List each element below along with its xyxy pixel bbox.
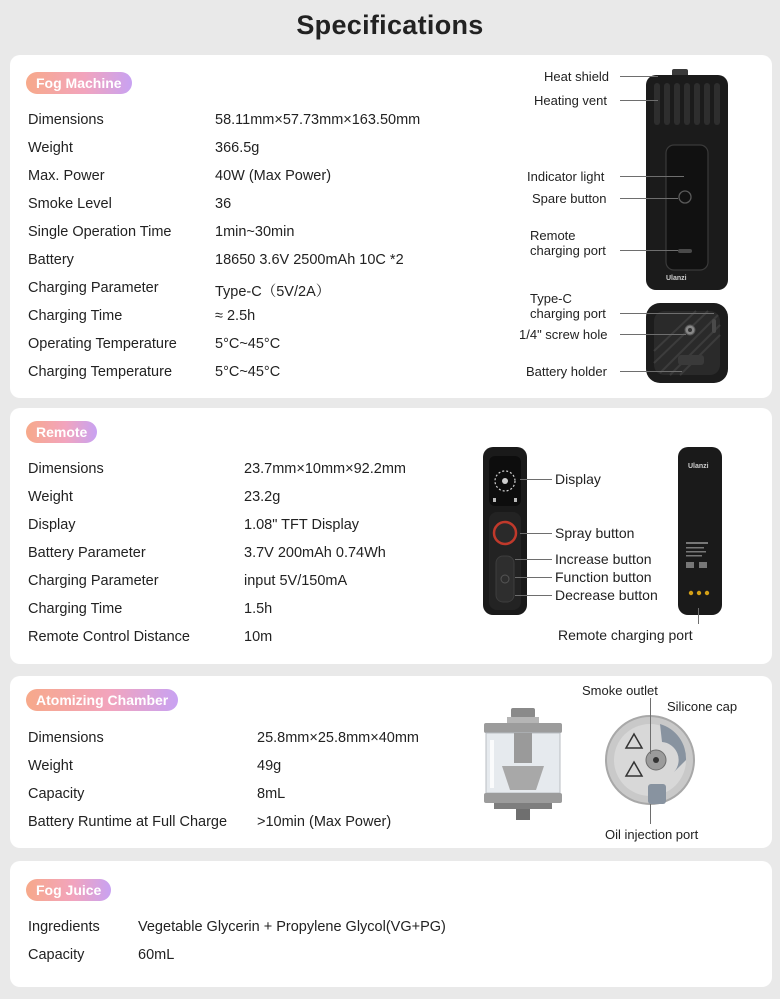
spec-label: Dimensions [28,112,104,128]
callout-decrease-button: Decrease button [555,587,658,603]
spec-label: Capacity [28,947,85,963]
spec-row [28,364,281,380]
spec-value: 18650 3.6V 2500mAh 10C *2 [215,252,404,268]
callout-battery-holder: Battery holder [526,364,607,379]
spec-row [28,489,281,505]
spec-label: Charging Parameter [28,280,159,296]
spec-value: 36 [215,196,232,212]
leader-line [620,100,658,101]
remote-back-image [677,446,723,618]
spec-value: 8mL [257,786,286,802]
spec-value: Type-C（5V/2A） [215,284,331,300]
spec-row [28,517,360,533]
remote-card [10,408,772,664]
leader-line [620,250,678,251]
spec-label: Weight [28,758,73,774]
leader-line [620,176,684,177]
callout-heating-vent: Heating vent [534,93,607,108]
spec-row [28,224,295,240]
atomizer-side-image [480,706,566,822]
spec-value: 1min~30min [215,224,295,240]
leader-line [620,371,682,372]
spec-label: Max. Power [28,168,105,184]
fog-machine-card [10,55,772,398]
leader-line [515,577,552,578]
spec-label: Operating Temperature [28,336,177,352]
spec-label: Weight [28,140,73,156]
spec-value: ≈ 2.5h [215,308,256,324]
spec-value: 25.8mm×25.8mm×40mm [257,730,419,746]
fog-juice-card [10,861,772,987]
leader-line [620,334,686,335]
callout-spray-button: Spray button [555,525,635,541]
spec-row [28,168,332,184]
spec-label: Dimensions [28,730,104,746]
callout-heat-shield: Heat shield [544,69,610,84]
spec-row [28,461,406,477]
leader-line [650,698,651,754]
spec-label: Remote Control Distance [28,629,190,645]
fog-machine-logo: Ulanzi [666,275,687,282]
callout-function-button: Function button [555,569,652,585]
spec-value: 5°C~45°C [215,336,281,352]
callout-oil-injection-port: Oil injection port [605,827,699,842]
callout-increase-button: Increase button [555,551,652,567]
spec-value: >10min (Max Power) [257,814,392,830]
spec-value: 23.7mm×10mm×92.2mm [244,461,406,477]
atomizing-chamber-card [10,676,772,848]
fog-juice-badge: Fog Juice [26,879,111,901]
spec-row [28,758,282,774]
spec-value: 1.08" TFT Display [244,517,360,533]
spec-value: 58.11mm×57.73mm×163.50mm [215,112,421,128]
spec-value: 60mL [138,947,175,963]
spec-label: Dimensions [28,461,104,477]
callout-remote-port-line2: charging port [530,243,606,258]
spec-label: Charging Time [28,601,123,617]
spec-value: 10m [244,629,273,645]
spec-value: 3.7V 200mAh 0.74Wh [244,545,386,561]
spec-row [28,112,421,128]
spec-value: 1.5h [244,601,273,617]
spec-row [28,629,273,645]
spec-label: Battery [28,252,74,268]
spec-label: Smoke Level [28,196,112,212]
spec-row [28,336,281,352]
spec-value: 5°C~45°C [215,364,281,380]
spec-label: Charging Time [28,308,123,324]
spec-value: 40W (Max Power) [215,168,332,184]
spec-label: Ingredients [28,919,100,935]
leader-line [520,479,552,480]
spec-label: Capacity [28,786,85,802]
spec-value: 49g [257,758,282,774]
spec-row [28,196,232,212]
spec-label: Charging Parameter [28,573,159,589]
spec-row [28,947,175,963]
remote-front-image [482,446,528,618]
spec-value: 366.5g [215,140,260,156]
spec-row [28,573,348,589]
leader-line [650,804,651,824]
spec-label: Weight [28,489,73,505]
spec-value: Vegetable Glycerin + Propylene Glycol(VG+PG) [138,919,446,935]
page-title: Specifications [296,10,484,40]
spec-label: Display [28,517,76,533]
spec-row [28,919,446,935]
atomizing-chamber-badge: Atomizing Chamber [26,689,178,711]
leader-line [698,608,699,624]
spec-row [28,280,331,300]
spec-label: Battery Parameter [28,545,146,561]
spec-row [28,252,404,268]
spec-label: Single Operation Time [28,224,172,240]
leader-line [620,313,714,314]
leader-line [515,595,552,596]
callout-smoke-outlet: Smoke outlet [582,683,658,698]
spec-row [28,545,386,561]
callout-silicone-cap: Silicone cap [667,699,738,714]
spec-row [28,814,392,830]
callout-typec-line2: charging port [530,306,606,321]
leader-line [620,198,678,199]
leader-line [515,559,552,560]
leader-line [520,533,552,534]
callout-display: Display [555,471,601,487]
callout-screw-hole: 1/4" screw hole [519,327,608,342]
fog-machine-device-image [640,67,740,387]
spec-row [28,601,273,617]
callout-typec-line1: Type-C [530,291,572,306]
remote-logo: Ulanzi [688,463,709,470]
callout-spare-button: Spare button [532,191,607,206]
spec-row [28,308,256,324]
spec-row [28,140,260,156]
spec-value: input 5V/150mA [244,573,348,589]
callout-remote-charging-port: Remote charging port [558,627,693,643]
callout-remote-port-line1: Remote [530,228,576,243]
spec-value: 23.2g [244,489,281,505]
spec-label: Charging Temperature [28,364,173,380]
spec-row [28,730,419,746]
leader-line [620,76,658,77]
spec-row [28,786,286,802]
spec-label: Battery Runtime at Full Charge [28,814,228,830]
remote-badge: Remote [26,421,97,443]
callout-indicator-light: Indicator light [527,169,605,184]
fog-machine-badge: Fog Machine [26,72,132,94]
